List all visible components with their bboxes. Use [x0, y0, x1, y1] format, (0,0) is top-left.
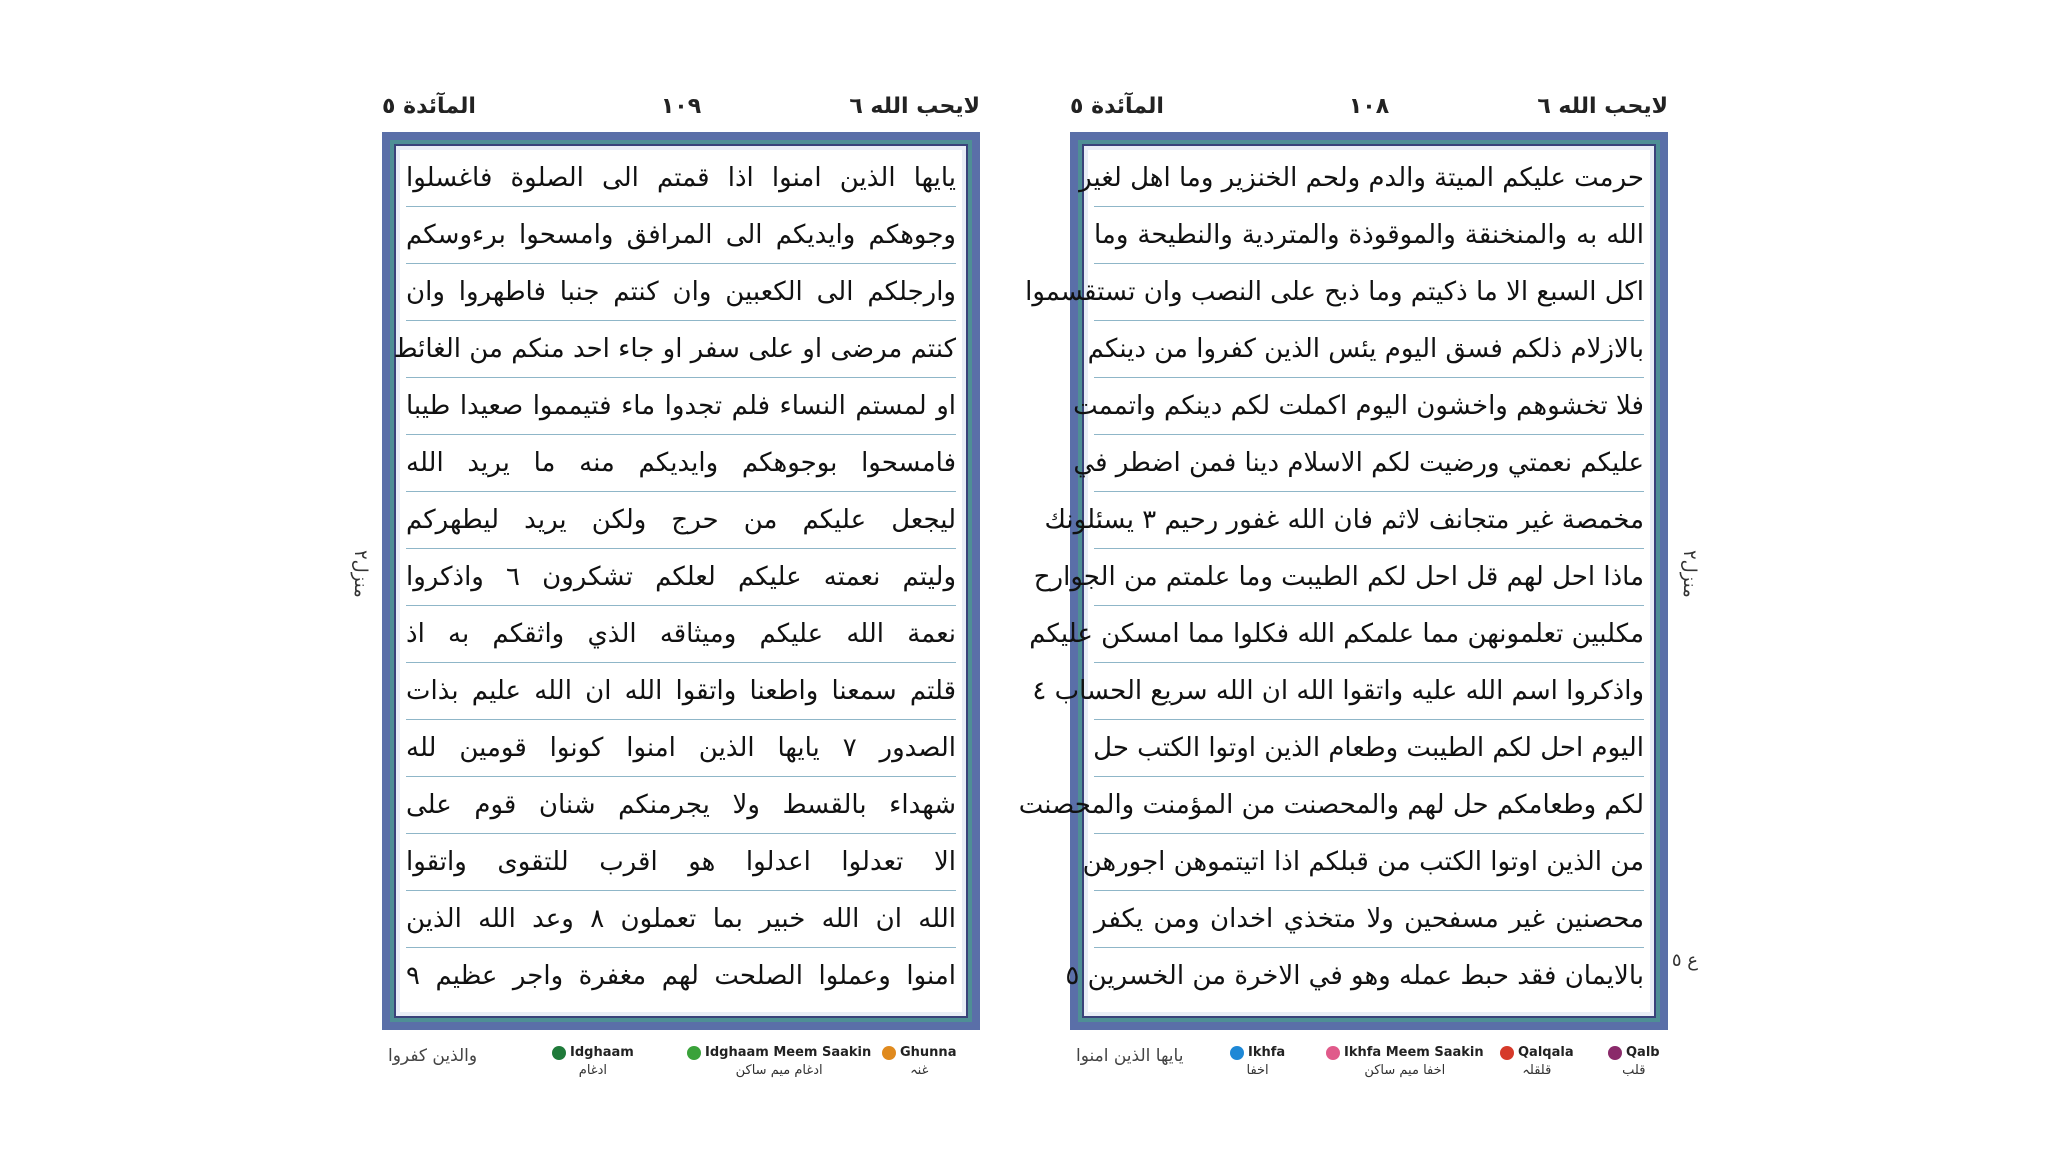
quran-page-109: [350, 90, 980, 1080]
page-number: ١٠٩: [660, 94, 702, 119]
page-header: [382, 90, 980, 130]
ikhfa-meem-dot-icon: [1326, 1046, 1340, 1060]
legend-ikhfa-meem-saakin: Ikhfa Meem Saakin اخفا میم ساکن: [1326, 1042, 1484, 1078]
verse-line: نعمة الله عليكم وميثاقه الذي واثقكم به اذ: [406, 606, 956, 663]
verse-line: بالايمان فقد حبط عمله وهو في الاخرة من الخسرين ٥: [1065, 961, 1644, 991]
verse-line: ليجعل عليكم من حرج ولكن يريد ليطهركم: [406, 492, 956, 549]
manzil-marker: منزل٢: [350, 550, 371, 598]
verse-line: الله ان الله خبير بما تعملون ٨ وعد الله الذين: [406, 891, 956, 948]
surah-name: المآئدة ٥: [382, 94, 476, 119]
verse-line: لكم وطعامكم حل لهم والمحصنت من المؤمنت والمحصنت: [1094, 777, 1644, 834]
verse-line: اكل السبع الا ما ذكيتم وما ذبح على النصب وان تستقسموا: [1094, 264, 1644, 321]
page-border-frame: [382, 132, 980, 1030]
page-number: ١٠٨: [1348, 94, 1390, 119]
verse-line: الصدور ٧ يايها الذين امنوا كونوا قومين لله: [406, 720, 956, 777]
verse-line: عليكم نعمتي ورضيت لكم الاسلام دينا فمن اضطر في: [1094, 435, 1644, 492]
verse-line: وليتم نعمته عليكم لعلكم تشكرون ٦ واذكروا: [406, 549, 956, 606]
ruku-marker: ع ٥: [1671, 950, 1698, 971]
quran-page-108: [1018, 90, 1700, 1080]
verse-line: حرمت عليكم الميتة والدم ولحم الخنزير وما اهل لغير: [1094, 150, 1644, 207]
verse-line: اليوم احل لكم الطيبت وطعام الذين اوتوا الكتب حل: [1094, 720, 1644, 777]
catchword: يايها الذين امنوا: [1076, 1046, 1184, 1066]
verse-line: وارجلكم الى الكعبين وان كنتم جنبا فاطهروا وان: [406, 264, 956, 321]
surah-name: المآئدة ٥: [1070, 94, 1164, 119]
verse-line: يايها الذين امنوا اذا قمتم الى الصلوة فاغسلوا: [406, 150, 956, 207]
qalb-dot-icon: [1608, 1046, 1622, 1060]
legend-qalb: Qalb قلب: [1608, 1042, 1660, 1078]
verse-line: مخمصة غير متجانف لاثم فان الله غفور رحيم ٣ يسئلونك: [1094, 492, 1644, 549]
verse-line: او لمستم النساء فلم تجدوا ماء فتيمموا صعيدا طيبا: [406, 378, 956, 435]
verse-line: كنتم مرضى او على سفر او جاء احد منكم من الغائط: [406, 321, 956, 378]
verse-line: مكلبين تعلمونهن مما علمكم الله فكلوا مما امسكن عليكم: [1094, 606, 1644, 663]
text-area: [1018, 146, 1654, 1016]
page-footer: [1070, 1042, 1668, 1082]
juz-name: لايحب الله ٦: [849, 94, 980, 119]
idghaam-dot-icon: [552, 1046, 566, 1060]
catchword: والذين كفروا: [388, 1046, 478, 1066]
text-area: [393, 146, 966, 1016]
verse-line: شهداء بالقسط ولا يجرمنكم شنان قوم على: [406, 777, 956, 834]
idghaam-meem-dot-icon: [687, 1046, 701, 1060]
page-header: [1070, 90, 1668, 130]
ikhfa-dot-icon: [1230, 1046, 1244, 1060]
legend-idghaam-meem-saakin: Idghaam Meem Saakin ادغام میم ساکن: [687, 1042, 871, 1078]
verse-line: الله به والمنخنقة والموقوذة والمتردية والنطيحة وما: [1094, 207, 1644, 264]
verse-lines: [393, 150, 962, 1012]
verse-line: قلتم سمعنا واطعنا واتقوا الله ان الله عليم بذات: [406, 663, 956, 720]
qalqala-dot-icon: [1500, 1046, 1514, 1060]
verse-line: وجوهكم وايديكم الى المرافق وامسحوا برءوسكم: [406, 207, 956, 264]
verse-line: فامسحوا بوجوهكم وايديكم منه ما يريد الله: [406, 435, 956, 492]
verse-line: محصنين غير مسفحين ولا متخذي اخدان ومن يكفر: [1094, 891, 1644, 948]
verse-line: واذكروا اسم الله عليه واتقوا الله ان الله سريع الحساب ٤: [1094, 663, 1644, 720]
page-border-frame: [1018, 132, 1668, 1030]
ghunna-dot-icon: [882, 1046, 896, 1060]
verse-line: امنوا وعملوا الصلحت لهم مغفرة واجر عظيم ٩: [406, 961, 956, 991]
verse-lines: [1018, 150, 1650, 1012]
legend-qalqala: Qalqala قلقلہ: [1500, 1042, 1574, 1078]
legend-ikhfa: Ikhfa اخفا: [1230, 1042, 1285, 1078]
page-footer: [382, 1042, 980, 1082]
verse-line: بالازلام ذلكم فسق اليوم يئس الذين كفروا من دينكم: [1094, 321, 1644, 378]
verse-line: ماذا احل لهم قل احل لكم الطيبت وما علمتم من الجوارح: [1094, 549, 1644, 606]
juz-name: لايحب الله ٦: [1537, 94, 1668, 119]
verse-line: فلا تخشوهم واخشون اليوم اكملت لكم دينكم واتممت: [1094, 378, 1644, 435]
verse-line: من الذين اوتوا الكتب من قبلكم اذا اتيتموهن اجورهن: [1094, 834, 1644, 891]
manzil-marker: منزل٢: [1679, 550, 1700, 598]
legend-idghaam: Idghaam ادغام: [552, 1042, 634, 1078]
verse-line: الا تعدلوا اعدلوا هو اقرب للتقوى واتقوا: [406, 834, 956, 891]
legend-ghunna: Ghunna غنہ: [882, 1042, 956, 1078]
